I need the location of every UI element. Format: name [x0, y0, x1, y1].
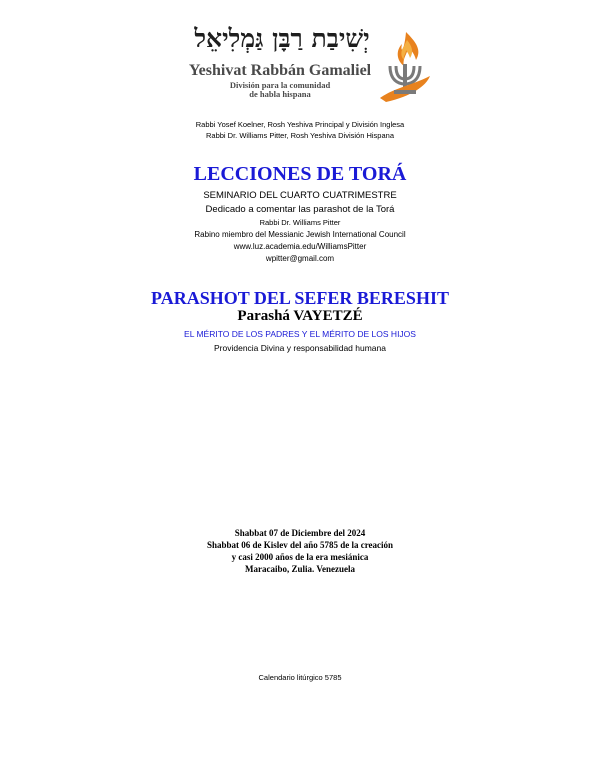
- date-line-3: y casi 2000 años de la era mesiánica: [231, 552, 369, 562]
- calendar-footer: Calendario litúrgico 5785: [258, 673, 342, 682]
- menorah-flame-icon: [376, 28, 434, 106]
- rabbi-line-2: Rabbi Dr. Williams Pitter, Rosh Yeshiva División Hispana: [206, 131, 394, 140]
- parashot-title: PARASHOT DEL SEFER BERESHIT: [151, 288, 449, 308]
- dedicated-line: Dedicado a comentar las parashot de la Torá: [205, 204, 395, 215]
- author-line: Rabbi Dr. Williams Pitter: [259, 218, 341, 227]
- date-line-4: Maracaibo, Zulia. Venezuela: [245, 564, 355, 574]
- yeshiva-logo: [170, 22, 432, 108]
- seminar-line: SEMINARIO DEL CUARTO CUATRIMESTRE: [203, 190, 397, 201]
- logo-division-line2: de habla hispana: [249, 89, 311, 99]
- parasha-theme: Providencia Divina y responsabilidad humana: [214, 343, 386, 353]
- rabbi-line-1: Rabbi Yosef Koelner, Rosh Yeshiva Principal y División Inglesa: [195, 120, 405, 129]
- parasha-name: Parashá VAYETZÉ: [237, 308, 363, 324]
- website-link[interactable]: www.luz.academia.edu/WilliamsPitter: [233, 242, 367, 251]
- lessons-title: LECCIONES DE TORÁ: [193, 163, 407, 185]
- logo-name: Yeshivat Rabbán Gamaliel: [188, 62, 372, 79]
- date-line-1: Shabbat 07 de Diciembre del 2024: [234, 528, 366, 538]
- date-line-2: Shabbat 06 de Kislev del año 5785 de la creación: [206, 540, 394, 550]
- member-line: Rabino miembro del Messianic Jewish International Council: [194, 230, 406, 239]
- logo-hebrew-text: יְשִׁיבַת רַבָּן גַּמְלִיאֵל: [194, 24, 370, 53]
- logo-division-line1: División para la comunidad: [229, 80, 331, 90]
- email-link[interactable]: wpitter@gmail.com: [265, 254, 335, 263]
- parasha-subtitle: EL MÉRITO DE LOS PADRES Y EL MÉRITO DE LOS HIJOS: [184, 329, 416, 339]
